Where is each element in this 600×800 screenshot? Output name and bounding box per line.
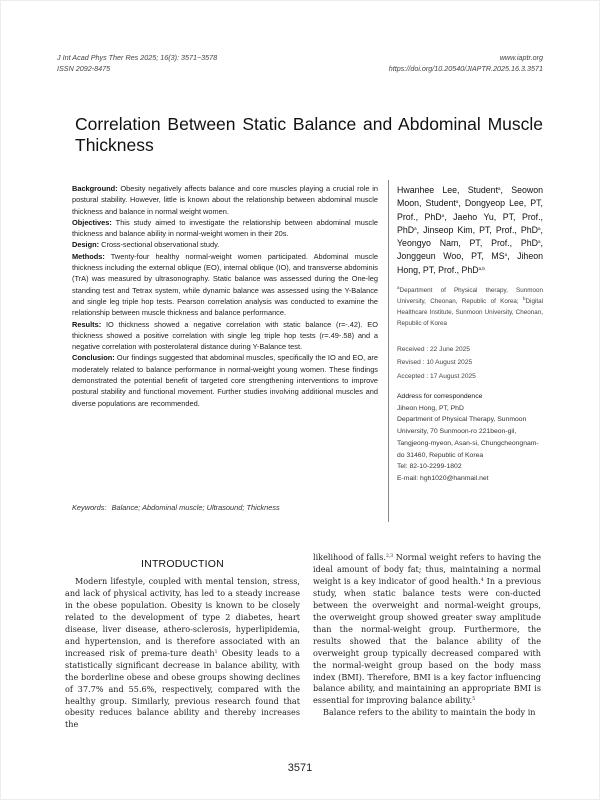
author-affiliation-mark: a bbox=[498, 186, 501, 191]
abstract-label-background: Background: bbox=[72, 184, 118, 193]
correspondence-name: Jiheon Hong, PT, PhD bbox=[397, 404, 464, 412]
issn: ISSN 2092-8475 bbox=[57, 64, 111, 73]
author-affiliation-mark: a bbox=[538, 239, 541, 245]
correspondence-tel: Tel: 82-10-2299-1802 bbox=[397, 463, 462, 471]
journal-website-link[interactable]: www.iaptr.org bbox=[499, 53, 543, 62]
revised-date: Revised : 10 August 2025 bbox=[397, 359, 473, 367]
body-text: Modern lifestyle, coupled with mental tension, stress, and lack of physical activity, has led to a steady increase in the obese population. Obesity is known to be closely related to the development of type 2 diabetes, heart disease, liver disease, athero-sclerosis, hyperlipidemia, and hypertension, and is therefore associated with an increased risk of prema-ture death bbox=[65, 576, 300, 658]
body-paragraph: Balance refers to the ability to maintain the body in bbox=[323, 707, 536, 718]
abstract-text-conclusion: Our findings suggested that abdominal muscles, specifically the IO and EO, are moderately related to balance performance in normal-weight young women. These findings demonstrated the potential benefit of targeted core strengthening interventions to improve postural stability and functional movement. Further studies involving additional muscles and diverse populations are recommended. bbox=[72, 353, 378, 408]
abstract-label-design: Design: bbox=[72, 240, 100, 250]
abstract-conclusion bbox=[72, 352, 378, 408]
journal-header-right bbox=[389, 52, 543, 74]
body-text: Normal weight refers to having the ideal amount of body fat; thus, maintaining a normal weight is a key indicator of good health. bbox=[313, 552, 541, 586]
correspondence bbox=[397, 391, 543, 485]
abstract-label-conclusion: Conclusion: bbox=[72, 353, 115, 363]
author-name: , Jinseop Kim, PT, Prof., PhD bbox=[416, 224, 539, 235]
abstract-design bbox=[72, 239, 378, 250]
body-text: likelihood of falls. bbox=[313, 552, 386, 562]
author-list bbox=[397, 184, 543, 277]
correspondence-title: Address for correspondence bbox=[397, 393, 483, 400]
body-paragraph bbox=[313, 552, 541, 707]
author-name: Hwanhee Lee, Student bbox=[397, 185, 499, 195]
affiliation-text: Department of Physical therapy, Sunmoon University, Cheonan, Republic of Korea; bbox=[397, 287, 543, 305]
abstract-label-results: Results: bbox=[72, 319, 102, 329]
body-paragraph bbox=[65, 576, 300, 731]
journal-citation: J Int Acad Phys Ther Res 2025; 16(3): 3571~3578 bbox=[57, 53, 218, 62]
author-name: , Seowon Moon, Student bbox=[397, 185, 543, 209]
body-column-left bbox=[65, 576, 300, 731]
keywords-label: Keywords: bbox=[72, 503, 107, 512]
body-text: In a previous study, when static balance tests were con-ducted between the overweight and normal-weight groups, the overweight group showed greater sway amplitude than the normal-weight group. Furthermore, the results showed that the balance ability of the overweight group typically decreased compared with the normal-weight group based on the body mass index (BMI). Therefore, BMI is a key factor influencing balance ability, and maintaining an appropriate BMI is essential for improving balance ability. bbox=[313, 575, 541, 706]
author-affiliation-mark: a bbox=[538, 225, 541, 231]
author-name: , Jaeho Yu, PT, Prof., PhD bbox=[397, 211, 543, 235]
column-divider bbox=[388, 180, 389, 522]
author-name: , Jonggeun Woo, PT, MS bbox=[397, 238, 543, 262]
author-affiliation-mark: a,b bbox=[478, 265, 485, 271]
journal-header-left bbox=[57, 52, 217, 74]
body-column-right bbox=[313, 552, 541, 719]
author-name: , Yeongyo Nam, PT, Prof., PhD bbox=[397, 224, 543, 249]
affiliation-mark: b bbox=[522, 296, 526, 301]
abstract-label-objectives: Objectives: bbox=[72, 217, 112, 227]
author-name: , Jiheon Hong, PT, Prof., PhD bbox=[397, 251, 543, 275]
body-text: Obesity leads to a statistically significant decrease in balance ability, with the borderline obese and obese groups showing declines of 37.7% and 55.6%, respectively, compared with the healthy group. Similarly, previous research found that obesity reduces balance ability and thereby increases the bbox=[65, 647, 300, 730]
doi-link[interactable]: https://doi.org/10.20540/JIAPTR.2025.16.3.3571 bbox=[388, 64, 543, 73]
affiliations bbox=[397, 285, 543, 329]
correspondence-email[interactable]: E-mail: hgh1020@hanmail.net bbox=[397, 474, 489, 482]
author-affiliation-mark: a bbox=[441, 212, 445, 218]
citation-mark: 1 bbox=[214, 649, 218, 655]
keywords bbox=[72, 503, 280, 512]
author-affiliation-mark: a bbox=[455, 199, 459, 205]
abstract-methods bbox=[72, 251, 378, 319]
abstract bbox=[72, 183, 378, 409]
abstract-label-methods: Methods: bbox=[72, 251, 105, 261]
abstract-background bbox=[72, 183, 378, 217]
page-number: 3571 bbox=[287, 762, 313, 774]
citation-mark: 5 bbox=[472, 697, 476, 703]
abstract-text-methods: Twenty-four healthy normal-weight women participated. Abdominal muscle thickness including the external oblique (EO), internal oblique (IO), and transverse abdominis (TrA) was measured by ultrasonography. Static balance was assessed during the One-leg standing test and Tetrax system, while dynamic balance was assessed using the Y-Balance and single leg triple hop tests. Pearson correlation analysis was conducted to examine the relationship between muscle thickness and balance performance. bbox=[72, 251, 378, 318]
abstract-results bbox=[72, 319, 378, 353]
affiliation-mark: a bbox=[397, 285, 400, 290]
abstract-text-background: Obesity negatively affects balance and core muscles playing a crucial role in postural stability. However, little is known about the relationship between abdominal muscle thickness and balance in normal weight women. bbox=[72, 184, 378, 216]
abstract-text-objectives: This study aimed to investigate the relationship between abdominal muscle thickness and balance ability in normal-weight women in their 20s. bbox=[72, 217, 378, 239]
abstract-text-design: Cross-sectional observational study. bbox=[99, 240, 220, 250]
author-affiliation-mark: a bbox=[504, 252, 508, 258]
received-date: Received : 22 June 2025 bbox=[397, 346, 470, 353]
keywords-text: Balance; Abdominal muscle; Ultrasound; Thickness bbox=[111, 503, 280, 512]
citation-mark: 4 bbox=[480, 577, 484, 583]
affiliation-text: Digital Healthcare Institute, Sunmoon University, Cheonan, Republic of Korea bbox=[397, 298, 543, 327]
citation-mark: 2,3 bbox=[385, 554, 394, 559]
author-affiliation-mark: a bbox=[414, 225, 417, 231]
accepted-date: Accepted : 17 August 2025 bbox=[397, 372, 476, 380]
article-title: Correlation Between Static Balance and Abdominal Muscle Thickness bbox=[75, 114, 543, 155]
correspondence-address: Department of Physical Therapy, Sunmoon University, 70 Sunmoon-ro 221beon-gil, Tangjeong-myeon, Asan-si, Chungcheongnam-do 31460, Republic of Korea bbox=[397, 416, 539, 459]
abstract-text-results: IO thickness showed a negative correlation with static balance (r=-.42). EO thickness showed a positive correlation with single leg triple hop tests (r=.49-.58) and a negative correlation with posterolateral distance during Y-Balance test. bbox=[72, 319, 378, 352]
author-name: , Dongyeop Lee, PT, Prof., PhD bbox=[397, 198, 543, 222]
abstract-objectives bbox=[72, 217, 378, 240]
section-heading-introduction: INTRODUCTION bbox=[141, 558, 224, 570]
article-dates bbox=[397, 343, 476, 383]
